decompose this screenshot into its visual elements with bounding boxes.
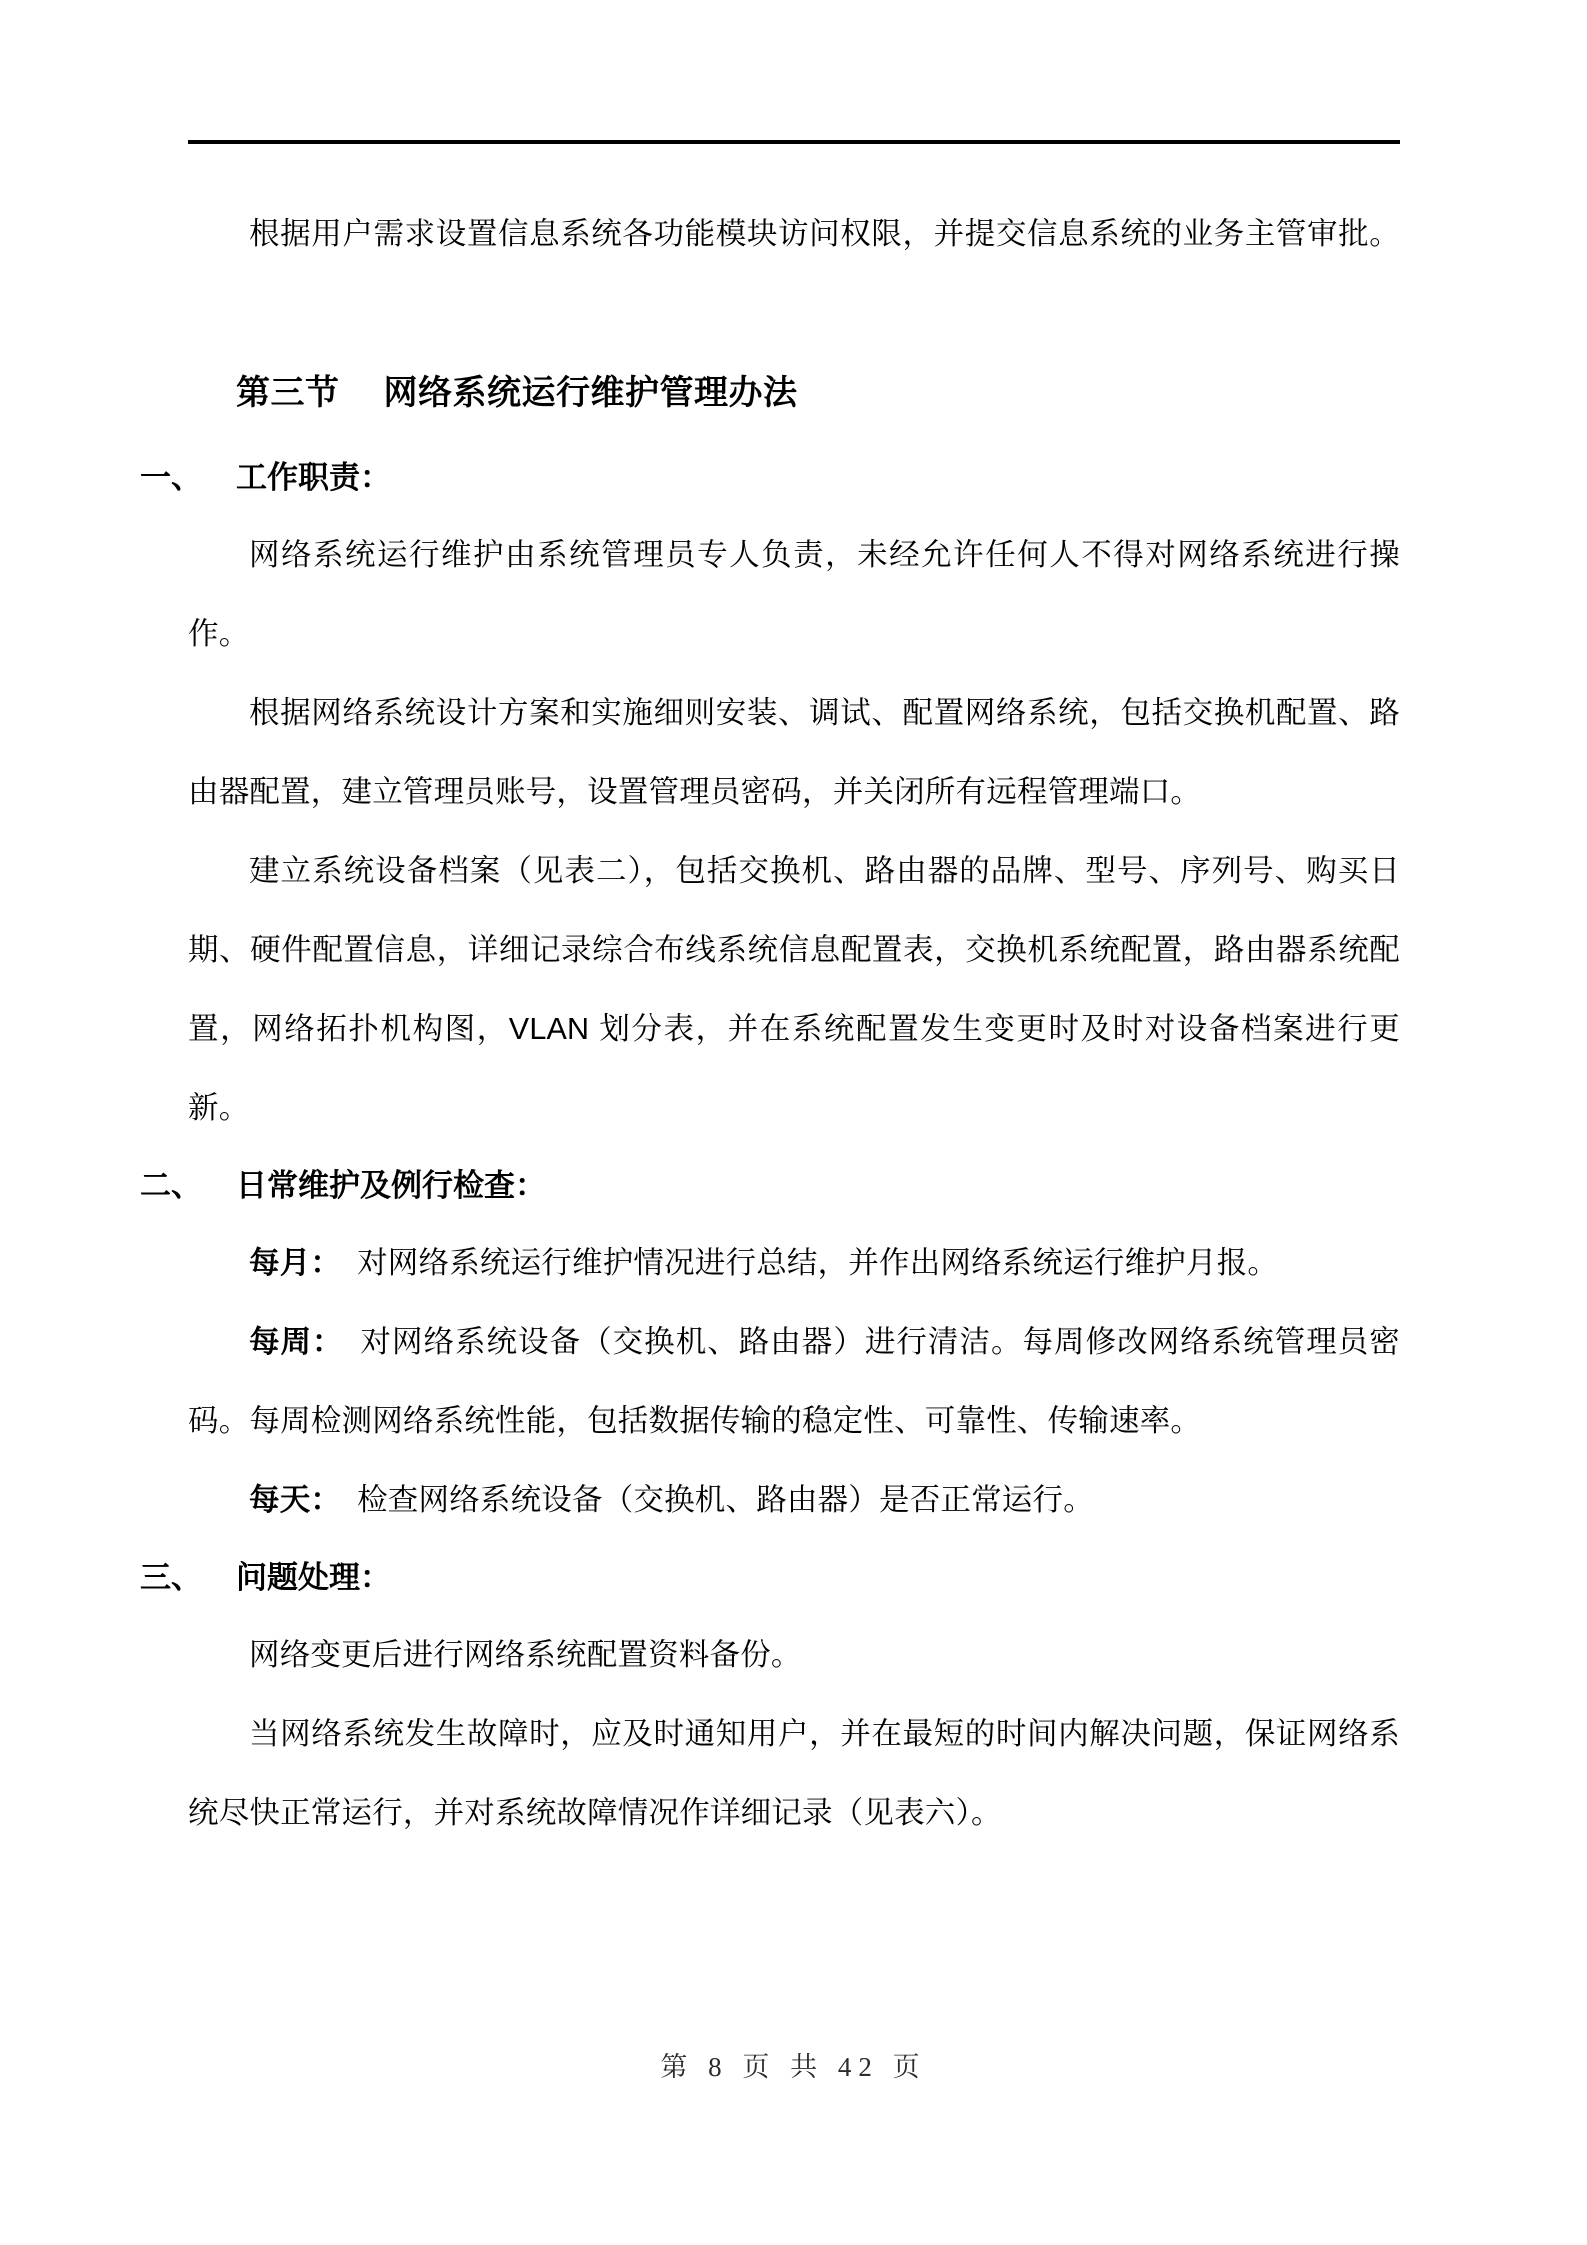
list-heading-text-2: 日常维护及例行检查： — [236, 1168, 546, 1203]
sub-paragraph-daily-label: 每天： — [249, 1483, 342, 1517]
sub-paragraph-weekly-text: 对网络系统设备（交换机、路由器）进行清洁。每周修改网络系统管理员密码。每周检测网络系统性能，包括数据传输的稳定性、可靠性、传输速率。 — [188, 1325, 1400, 1438]
sub-paragraph-monthly — [188, 1224, 1400, 1303]
list-heading-3 — [140, 1540, 1400, 1616]
paragraph-1-2: 根据网络系统设计方案和实施细则安装、调试、配置网络系统，包括交换机配置、路由器配置，建立管理员账号，设置管理员密码，并关闭所有远程管理端口。 — [188, 696, 1400, 809]
sub-paragraph-monthly-text: 对网络系统运行维护情况进行总结，并作出网络系统运行维护月报。 — [357, 1246, 1279, 1280]
spacer — [188, 424, 1400, 440]
sub-paragraph-weekly-label: 每周： — [249, 1325, 344, 1359]
intro-paragraph: 根据用户需求设置信息系统各功能模块访问权限，并提交信息系统的业务主管审批。 — [249, 217, 1400, 251]
section-number: 第三节 — [236, 374, 340, 412]
sub-paragraph-daily-text: 检查网络系统设备（交换机、路由器）是否正常运行。 — [357, 1483, 1094, 1517]
list-number-1: 一、 — [140, 460, 202, 495]
page-footer: 第 8 页 共 42 页 — [660, 2052, 927, 2082]
list-heading-text-1: 工作职责： — [236, 460, 391, 495]
document-body — [140, 195, 1400, 1853]
section-heading — [188, 362, 1400, 424]
paragraph-1-3: 建立系统设备档案（见表二），包括交换机、路由器的品牌、型号、序列号、购买日期、硬件配置信息，详细记录综合布线系统信息配置表，交换机系统配置，路由器系统配置，网络拓扑机构图，VLAN 划分表，并在系统配置发生变更时及时对设备档案进行更新。 — [188, 854, 1400, 1125]
paragraph-3-2: 当网络系统发生故障时，应及时通知用户，并在最短的时间内解决问题，保证网络系统尽快正常运行，并对系统故障情况作详细记录（见表六）。 — [188, 1717, 1400, 1830]
list-heading-2 — [140, 1148, 1400, 1224]
list-number-3: 三、 — [140, 1560, 202, 1595]
paragraph-1-1: 网络系统运行维护由系统管理员专人负责，未经允许任何人不得对网络系统进行操作。 — [188, 538, 1400, 651]
sub-paragraph-daily — [188, 1461, 1400, 1540]
section-title: 网络系统运行维护管理办法 — [383, 374, 798, 412]
list-number-2: 二、 — [140, 1168, 202, 1203]
sub-paragraph-monthly-label: 每月： — [249, 1246, 342, 1280]
spacer — [188, 274, 1400, 362]
paragraph-3-1: 网络变更后进行网络系统配置资料备份。 — [249, 1638, 802, 1672]
sub-paragraph-weekly — [188, 1303, 1400, 1461]
header-divider — [188, 140, 1400, 144]
list-heading-1 — [140, 440, 1400, 516]
list-heading-text-3: 问题处理： — [236, 1560, 391, 1595]
